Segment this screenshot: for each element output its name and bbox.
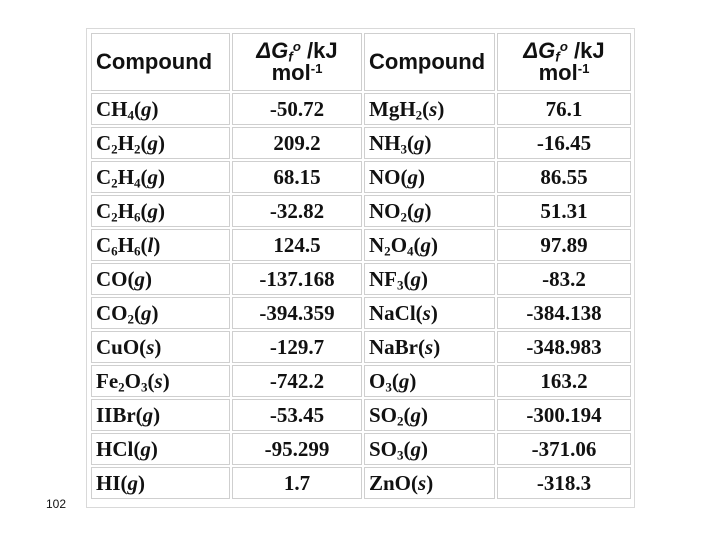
- compound-cell: [91, 93, 230, 125]
- formula-text: (: [403, 403, 411, 427]
- formula-state: g: [141, 301, 152, 325]
- table-row: [91, 433, 631, 465]
- formula-text: HCl(: [96, 437, 141, 461]
- formula-text: (: [147, 369, 155, 393]
- formula-text: CO(: [96, 267, 135, 291]
- gibbs-value-cell: -137.168: [232, 263, 362, 295]
- formula-text: C: [96, 165, 112, 189]
- gibbs-value-cell: -83.2: [497, 263, 631, 295]
- header-gibbs-line1: $\Delta G_f^o$ /kJ: [523, 38, 605, 65]
- formula-state: g: [414, 199, 425, 223]
- formula-subscript: 3: [400, 141, 408, 157]
- formula-text: ): [158, 199, 166, 223]
- gibbs-energy-table-frame: [86, 28, 635, 508]
- gibbs-value-cell: -129.7: [232, 331, 362, 363]
- formula-subscript: 2: [118, 379, 125, 395]
- formula-text: ): [153, 403, 161, 427]
- formula-subscript: 6: [134, 243, 141, 259]
- compound-cell: [364, 433, 495, 465]
- formula-text: ): [153, 233, 161, 257]
- formula-text: ): [421, 403, 429, 427]
- formula-state: g: [141, 97, 152, 121]
- gibbs-value-cell: 163.2: [497, 365, 631, 397]
- formula-text: (: [140, 165, 148, 189]
- formula-state: g: [414, 131, 425, 155]
- formula-text: ): [162, 369, 170, 393]
- column-header-gibbs-right: [497, 33, 631, 91]
- gibbs-value-cell: 51.31: [497, 195, 631, 227]
- formula-text: (: [140, 199, 148, 223]
- formula-text: (: [140, 233, 148, 257]
- compound-cell: [91, 467, 230, 499]
- formula-subscript: 3: [397, 277, 404, 293]
- gibbs-value-cell: 1.7: [232, 467, 362, 499]
- formula-state: s: [429, 97, 438, 121]
- table-row: [91, 93, 631, 125]
- formula-text: CuO(: [96, 335, 147, 359]
- formula-text: ): [424, 199, 432, 223]
- table-row: [91, 467, 631, 499]
- page-number: 102: [46, 497, 67, 511]
- gibbs-value-cell: 209.2: [232, 127, 362, 159]
- formula-state: g: [147, 199, 159, 223]
- formula-text: NO: [369, 199, 401, 223]
- compound-cell: [91, 399, 230, 431]
- formula-subscript: 2: [111, 175, 118, 191]
- compound-cell: [364, 467, 495, 499]
- formula-subscript: 2: [415, 107, 423, 123]
- formula-text: HI(: [96, 471, 128, 495]
- formula-text: (: [140, 131, 148, 155]
- compound-cell: [364, 229, 495, 261]
- formula-text: ): [138, 471, 145, 495]
- formula-text: (: [407, 199, 415, 223]
- gibbs-value-cell: 97.89: [497, 229, 631, 261]
- formula-text: ): [150, 437, 158, 461]
- formula-text: (: [422, 97, 430, 121]
- formula-text: (: [134, 97, 142, 121]
- formula-text: ): [151, 301, 159, 325]
- formula-subscript: 3: [141, 379, 148, 395]
- formula-text: H: [117, 131, 135, 155]
- table-row: [91, 297, 631, 329]
- formula-subscript: 2: [384, 243, 391, 259]
- formula-text: H: [117, 199, 135, 223]
- formula-state: s: [425, 335, 434, 359]
- formula-state: g: [140, 437, 151, 461]
- formula-state: g: [410, 267, 422, 291]
- compound-cell: [91, 195, 230, 227]
- table-row: [91, 331, 631, 363]
- formula-text: H: [117, 233, 135, 257]
- formula-text: ): [145, 267, 152, 291]
- formula-text: (: [413, 233, 421, 257]
- formula-text: Fe: [96, 369, 119, 393]
- formula-text: (: [391, 369, 399, 393]
- formula-state: s: [154, 369, 163, 393]
- gibbs-value-cell: -318.3: [497, 467, 631, 499]
- formula-state: s: [418, 471, 427, 495]
- column-header-gibbs-left: [232, 33, 362, 91]
- formula-state: g: [398, 369, 410, 393]
- formula-subscript: 2: [400, 209, 408, 225]
- formula-text: NaBr(: [369, 335, 425, 359]
- formula-state: s: [422, 301, 431, 325]
- compound-cell: [91, 331, 230, 363]
- formula-subscript: 3: [385, 379, 392, 395]
- formula-subscript: 4: [134, 175, 141, 191]
- compound-cell: [364, 127, 495, 159]
- formula-state: g: [147, 165, 159, 189]
- gibbs-value-cell: -348.983: [497, 331, 631, 363]
- compound-cell: [364, 365, 495, 397]
- formula-text: NF: [369, 267, 397, 291]
- formula-state: g: [134, 267, 145, 291]
- table-row: [91, 161, 631, 193]
- formula-text: C: [96, 233, 112, 257]
- formula-state: g: [407, 165, 418, 189]
- formula-text: CO: [96, 301, 128, 325]
- formula-text: ): [151, 97, 159, 121]
- column-header-compound-right: Compound: [364, 33, 495, 91]
- formula-subscript: 4: [407, 243, 414, 259]
- table-row: [91, 365, 631, 397]
- formula-subscript: 2: [134, 141, 141, 157]
- formula-subscript: 2: [111, 209, 118, 225]
- compound-cell: [91, 161, 230, 193]
- formula-state: g: [142, 403, 154, 427]
- formula-subscript: 2: [397, 413, 404, 429]
- formula-state: s: [146, 335, 155, 359]
- compound-cell: [364, 93, 495, 125]
- gibbs-value-cell: -300.194: [497, 399, 631, 431]
- formula-text: (: [403, 267, 411, 291]
- header-gibbs-line2: mol$^{-1}$: [538, 60, 590, 85]
- formula-text: ): [409, 369, 417, 393]
- gibbs-value-cell: -50.72: [232, 93, 362, 125]
- formula-state: l: [147, 233, 154, 257]
- header-gibbs-line2: mol$^{-1}$: [271, 60, 323, 85]
- formula-text: O: [390, 233, 408, 257]
- compound-cell: [91, 127, 230, 159]
- formula-text: ): [430, 301, 438, 325]
- table-row: [91, 399, 631, 431]
- formula-text: O: [369, 369, 386, 393]
- formula-text: CH: [96, 97, 128, 121]
- formula-state: g: [127, 471, 138, 495]
- gibbs-value-cell: -384.138: [497, 297, 631, 329]
- header-gibbs-line1: $\Delta G_f^o$ /kJ: [256, 38, 338, 65]
- formula-text: ): [433, 335, 441, 359]
- formula-text: MgH: [369, 97, 416, 121]
- formula-state: g: [147, 131, 159, 155]
- compound-cell: [364, 263, 495, 295]
- gibbs-value-cell: 76.1: [497, 93, 631, 125]
- formula-text: (: [403, 437, 411, 461]
- compound-cell: [364, 399, 495, 431]
- formula-text: (: [407, 131, 415, 155]
- table-body: [91, 93, 631, 499]
- table-header-row: [91, 33, 631, 91]
- table-row: [91, 127, 631, 159]
- formula-text: ): [154, 335, 162, 359]
- formula-text: ): [426, 471, 434, 495]
- table-row: [91, 195, 631, 227]
- gibbs-energy-table: [89, 31, 633, 501]
- compound-cell: [91, 365, 230, 397]
- table-row: [91, 229, 631, 261]
- formula-text: ): [437, 97, 445, 121]
- formula-subscript: 4: [127, 107, 135, 123]
- formula-text: ): [421, 267, 429, 291]
- formula-subscript: 6: [111, 243, 118, 259]
- compound-cell: [91, 229, 230, 261]
- compound-cell: [364, 161, 495, 193]
- formula-text: ): [421, 437, 429, 461]
- formula-state: g: [410, 437, 422, 461]
- gibbs-value-cell: -32.82: [232, 195, 362, 227]
- gibbs-value-cell: -95.299: [232, 433, 362, 465]
- gibbs-value-cell: 68.15: [232, 161, 362, 193]
- formula-subscript: 6: [134, 209, 141, 225]
- formula-subscript: 3: [397, 447, 404, 463]
- formula-text: NaCl(: [369, 301, 423, 325]
- gibbs-value-cell: -16.45: [497, 127, 631, 159]
- formula-text: NO(: [369, 165, 408, 189]
- compound-cell: [91, 433, 230, 465]
- formula-text: NH: [369, 131, 401, 155]
- gibbs-value-cell: -742.2: [232, 365, 362, 397]
- formula-text: ): [158, 165, 166, 189]
- compound-cell: [364, 331, 495, 363]
- formula-text: C: [96, 131, 112, 155]
- gibbs-value-cell: -53.45: [232, 399, 362, 431]
- formula-text: (: [134, 301, 142, 325]
- formula-text: O: [124, 369, 142, 393]
- formula-state: g: [420, 233, 432, 257]
- formula-text: ZnO(: [369, 471, 419, 495]
- formula-text: SO: [369, 437, 398, 461]
- gibbs-value-cell: -371.06: [497, 433, 631, 465]
- formula-text: ): [158, 131, 166, 155]
- formula-text: ): [424, 131, 432, 155]
- compound-cell: [91, 263, 230, 295]
- formula-text: ): [431, 233, 439, 257]
- formula-text: IIBr(: [96, 403, 143, 427]
- gibbs-value-cell: 124.5: [232, 229, 362, 261]
- table-row: [91, 263, 631, 295]
- formula-text: N: [369, 233, 385, 257]
- formula-text: H: [117, 165, 135, 189]
- gibbs-value-cell: 86.55: [497, 161, 631, 193]
- compound-cell: [91, 297, 230, 329]
- column-header-compound-left: Compound: [91, 33, 230, 91]
- formula-text: C: [96, 199, 112, 223]
- formula-subscript: 2: [127, 311, 135, 327]
- formula-text: SO: [369, 403, 398, 427]
- formula-state: g: [410, 403, 422, 427]
- formula-subscript: 2: [111, 141, 118, 157]
- compound-cell: [364, 195, 495, 227]
- formula-text: ): [418, 165, 425, 189]
- gibbs-value-cell: -394.359: [232, 297, 362, 329]
- compound-cell: [364, 297, 495, 329]
